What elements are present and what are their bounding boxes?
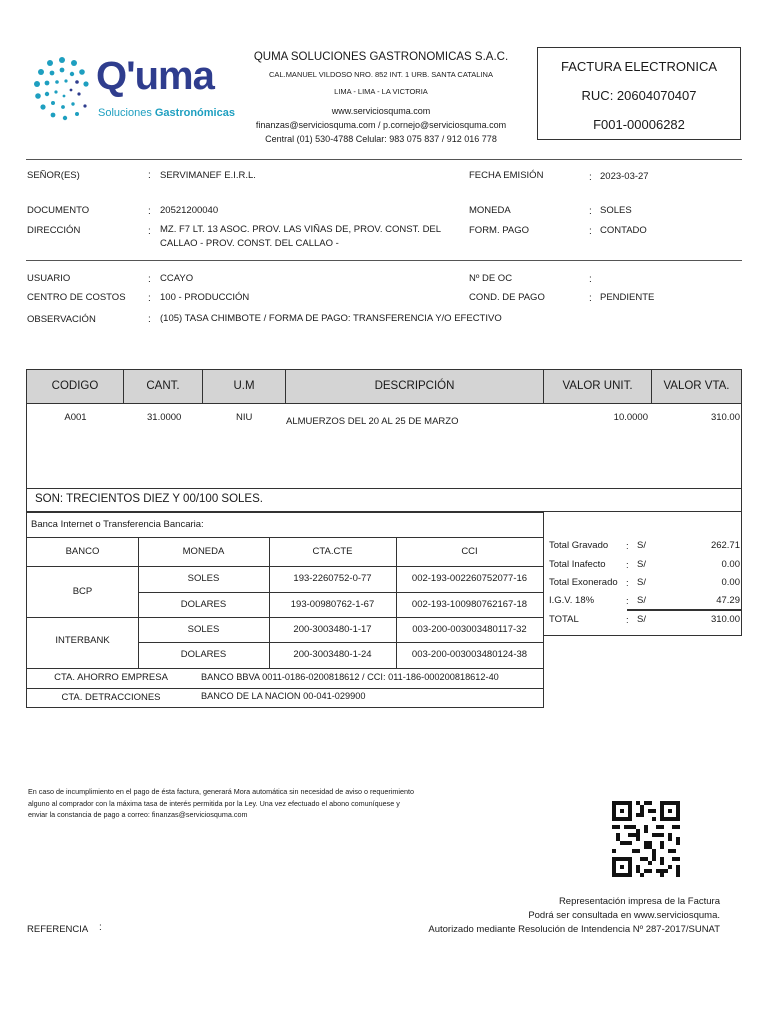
company-web: www.serviciosquma.com [331, 106, 431, 116]
colon: : [589, 226, 592, 237]
ahorro-label: CTA. AHORRO EMPRESA [54, 672, 168, 683]
company-logo [30, 52, 235, 124]
usuario-value: CCAYO [160, 273, 194, 284]
logo-brand: Q'uma [96, 54, 214, 98]
bank-header-banco: BANCO [65, 546, 100, 557]
amount-in-words [26, 488, 742, 512]
bank-header-cci: CCI [461, 546, 478, 557]
total-value: 310.00 [710, 614, 740, 625]
bank-table [26, 512, 544, 708]
colon: : [589, 274, 592, 285]
total-cur: S/ [637, 614, 646, 625]
son-text: SON: TRECIENTOS DIEZ Y 00/100 SOLES. [35, 493, 263, 505]
invoice-type: FACTURA ELECTRONICA [560, 59, 718, 74]
direccion-line1: MZ. F7 LT. 13 ASOC. PROV. LAS VIÑAS DE, PROV. CONST. DEL [160, 224, 442, 235]
total-gravado-label: Total Gravado [549, 540, 609, 551]
igv-cur: S/ [637, 595, 646, 606]
col-valor-unit: VALOR UNIT. [544, 370, 652, 403]
total-inafecto-cur: S/ [637, 559, 646, 570]
colon: : [626, 541, 629, 552]
total-gravado-cur: S/ [637, 540, 646, 551]
senores-label: SEÑOR(ES) [27, 170, 80, 181]
colon: : [589, 206, 592, 217]
bank-row-cci: 003-200-003003480117-32 [412, 624, 527, 635]
col-descripcion: DESCRIPCIÓN [286, 370, 544, 403]
bank-header-ctacte: CTA.CTE [312, 546, 353, 557]
colon: : [589, 293, 592, 304]
detr-label: CTA. DETRACCIONES [61, 692, 161, 703]
item-descripcion: ALMUERZOS DEL 20 AL 25 DE MARZO [286, 416, 459, 427]
total-label: TOTAL [549, 614, 579, 625]
col-um: U.M [203, 370, 286, 403]
company-emails: finanzas@serviciosquma.com / p.cornejo@serviciosquma.com [255, 120, 507, 130]
items-table-header [26, 369, 742, 404]
bank-row-cci: 003-200-003003480124-38 [411, 649, 528, 660]
company-phones: Central (01) 530-4788 Celular: 983 075 837 / 912 016 778 [265, 134, 497, 144]
item-valor-unit: 10.0000 [613, 412, 648, 423]
igv-label: I.G.V. 18% [549, 595, 595, 606]
items-table-body [26, 403, 742, 489]
col-codigo: CODIGO [27, 370, 124, 403]
obs-label: OBSERVACIÓN [27, 314, 96, 325]
bank-line [138, 537, 139, 668]
autorizacion-note: Autorizado mediante Resolución de Intendencia Nº 287-2017/SUNAT [428, 924, 720, 935]
referencia-label: REFERENCIA [27, 924, 89, 935]
bank-name-bcp: BCP [72, 586, 93, 597]
logo-sub-regular: Soluciones [98, 107, 155, 119]
bank-row-moneda: SOLES [187, 624, 220, 635]
bank-row-cci: 002-193-002260752077-16 [411, 573, 528, 584]
bank-title: Banca Internet o Transferencia Bancaria: [31, 519, 204, 530]
usuario-label: USUARIO [27, 273, 71, 284]
representation-note: Representación impresa de la Factura [558, 896, 720, 907]
oc-label: Nº DE OC [469, 273, 513, 284]
divider [26, 159, 742, 160]
col-valor-vta: VALOR VTA. [663, 380, 730, 392]
centro-label: CENTRO DE COSTOS [27, 292, 126, 303]
colon: : [99, 922, 102, 933]
obs-value: (105) TASA CHIMBOTE / FORMA DE PAGO: TRANSFERENCIA Y/O EFECTIVO [160, 313, 502, 324]
fecha-label: FECHA EMISIÓN [469, 170, 544, 181]
logo-dots-icon [30, 54, 94, 124]
item-valor-vta: 310.00 [710, 412, 740, 423]
formpago-label: FORM. PAGO [469, 225, 529, 236]
ahorro-value: BANCO BBVA 0011-0186-0200818612 / CCI: 011-186-000200818612-40 [201, 672, 499, 682]
total-exonerado-label: Total Exonerado [549, 577, 618, 588]
colon: : [148, 226, 151, 237]
colon: : [626, 560, 629, 571]
documento-value: 20521200040 [160, 205, 219, 216]
item-codigo: A001 [64, 412, 87, 423]
consulta-note: Podrá ser consultada en www.serviciosquma. [528, 910, 720, 921]
colon: : [148, 274, 151, 285]
colon: : [148, 314, 151, 325]
item-cant: 31.0000 [147, 412, 182, 423]
bank-row-moneda: DOLARES [180, 649, 227, 660]
fecha-value: 2023-03-27 [600, 171, 649, 182]
colon: : [148, 170, 151, 181]
item-um: NIU [236, 412, 253, 423]
cond-label: COND. DE PAGO [469, 292, 545, 303]
centro-value: 100 - PRODUCCIÓN [160, 292, 250, 303]
colon: : [626, 596, 629, 607]
bank-row-cta: 200-3003480-1-17 [293, 624, 372, 635]
total-gravado-value: 262.71 [710, 540, 740, 551]
moneda-value: SOLES [600, 205, 632, 216]
bank-row-moneda: SOLES [187, 573, 220, 584]
bank-row-moneda: DOLARES [180, 599, 227, 610]
direccion-label: DIRECCIÓN [27, 225, 81, 236]
total-exonerado-value: 0.00 [721, 577, 740, 588]
colon: : [148, 293, 151, 304]
bank-line [396, 537, 397, 668]
igv-value: 47.29 [716, 595, 740, 606]
bank-row-cci: 002-193-100980762167-18 [411, 599, 528, 610]
bank-name-interbank: INTERBANK [55, 635, 110, 646]
divider [26, 260, 742, 261]
bank-row-cta: 193-2260752-0-77 [293, 573, 372, 584]
documento-label: DOCUMENTO [27, 205, 90, 216]
colon: : [626, 615, 629, 626]
colon: : [589, 172, 592, 183]
invoice-number: F001-00006282 [593, 117, 685, 132]
total-inafecto-value: 0.00 [721, 559, 740, 570]
table-row [27, 403, 741, 433]
total-inafecto-label: Total Inafecto [549, 559, 606, 570]
col-cant: CANT. [124, 370, 203, 403]
legal-note: En caso de incumplimiento en el pago de ésta factura, generará Mora automática sin necesidad de aviso o requerimiento alguno al comprador con la máxima tasa de interés permitida por la Ley. Una vez efectuado el abono comuníquese y enviar la constancia de pago a correo: finanzas@serviciosquma.com [28, 787, 414, 819]
formpago-value: CONTADO [600, 225, 647, 236]
colon: : [626, 578, 629, 589]
colon: : [148, 206, 151, 217]
company-address1: CAL.MANUEL VILDOSO NRO. 852 INT. 1 URB. SANTA CATALINA [269, 70, 493, 79]
invoice-box [537, 47, 741, 140]
total-exonerado-cur: S/ [637, 577, 646, 588]
direccion-line2: CALLAO - PROV. CONST. DEL CALLAO - [160, 238, 339, 249]
bank-row-cta: 200-3003480-1-24 [293, 649, 372, 660]
moneda-label: MONEDA [469, 205, 511, 216]
invoice-ruc: RUC: 20604070407 [581, 88, 697, 103]
cond-value: PENDIENTE [600, 292, 655, 303]
bank-row-cta: 193-00980762-1-67 [290, 599, 375, 610]
company-address2: LIMA - LIMA - LA VICTORIA [334, 87, 428, 96]
bank-header-moneda: MONEDA [182, 546, 225, 557]
logo-sub-bold: Gastronómicas [154, 107, 235, 119]
logo-subtitle [98, 107, 235, 119]
company-name: QUMA SOLUCIONES GASTRONOMICAS S.A.C. [253, 51, 509, 63]
detr-value: BANCO DE LA NACION 00-041-029900 [201, 691, 366, 701]
senores-value: SERVIMANEF E.I.R.L. [160, 170, 256, 181]
bank-line [269, 537, 270, 668]
total-underline [627, 609, 741, 611]
qr-code-icon [612, 800, 680, 878]
